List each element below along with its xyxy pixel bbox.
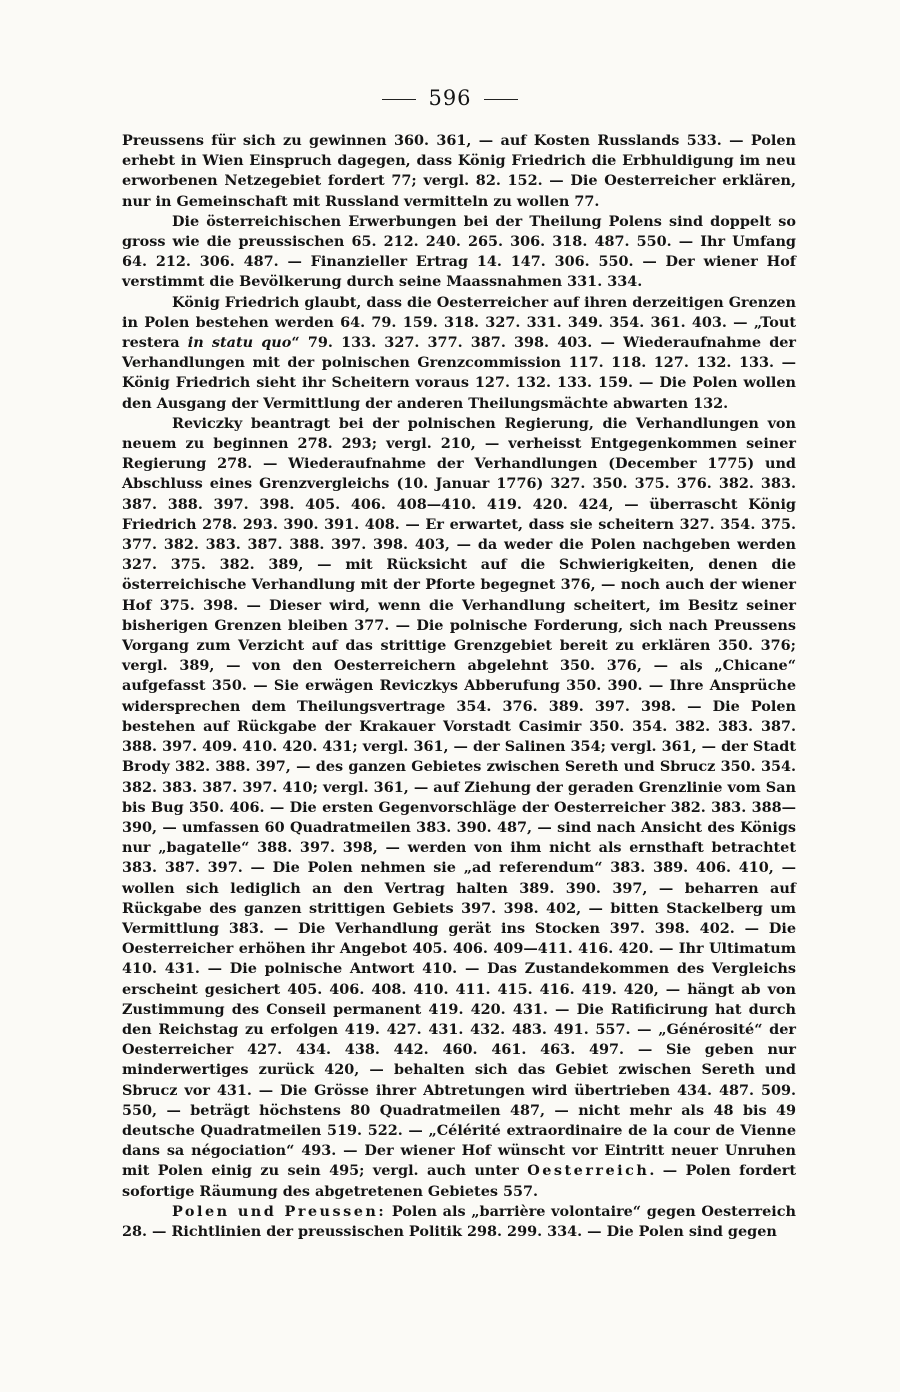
paragraph (122, 414, 796, 1202)
text-run: Die österreichischen Erwerbungen bei der Theilung Polens sind doppelt so gross wie die preussischen 65. 212. 240. 265. 306. 318. 487. 550. — Ihr Umfang 64. 212. 306. 487. — Finanzieller Ertrag 14. 147. 306. 550. — Der wiener Hof verstimmt die Bevölkerung durch seine Maassnahmen 331. 334. (122, 212, 796, 291)
text-run: Preussens für sich zu gewinnen 360. 361, — auf Kosten Russlands 533. — Polen erhebt in Wien Einspruch dagegen, dass König Friedrich die Erbhuldigung im neu erworbenen Netzegebiet fordert 77; vergl. 82. 152. — Die Oesterreicher erklären, nur in Gemeinschaft mit Russland vermitteln zu wollen 77. (122, 132, 796, 210)
paragraph (122, 131, 796, 212)
header-rule-left (382, 99, 416, 100)
italic-phrase: in statu quo (187, 334, 292, 352)
page-number: 596 (428, 86, 472, 110)
text-run: Reviczky beantragt bei der polnischen Regierung, die Verhandlungen von neuem zu beginnen 278. 293; vergl. 210, — verheisst Entgegenkommen seiner Regierung 278. — Wiederaufnahme der Verhandlungen (December 1775) und Abschluss eines Grenzvergleichs (10. Januar 1776) 327. 350. 375. 376. 382. 383. 387. 388. 397. 398. 405. 406. 408—410. 419. 420. 424, — überrascht König Friedrich 278. 293. 390. 391. 408. — Er erwartet, dass sie scheitern 327. 354. 375. 377. 382. 383. 387. 388. 397. 398. 403, — da weder die Polen nachgeben werden 327. 375. 382. 389, — mit Rücksicht auf die Schwierigkeiten, denen die österreichische Verhandlung mit der Pforte begegnet 376, — noch auch der wiener Hof 375. 398. — Dieser wird, wenn die Verhandlung scheitert, im Besitz seiner bisherigen Grenzen bleiben 377. — Die polnische Forderung, sich nach Preussens Vorgang zum Verzicht auf das strittige Grenzgebiet bereit zu erklären 350. 376; vergl. 389, — von den Oesterreichern abgelehnt 350. 376, — als „Chicane“ aufgefasst 350. — Sie erwägen Reviczkys Abberufung 350. 390. — Ihre Ansprüche widersprechen dem Theilungsvertrage 354. 376. 389. 397. 398. — Die Polen bestehen auf Rückgabe der Krakauer Vorstadt Casimir 350. 354. 382. 383. 387. 388. 397. 409. 410. 420. 431; vergl. 361, — der Salinen 354; vergl. 361, — der Stadt Brody 382. 388. 397, — des ganzen Gebietes zwischen Sereth und Sbrucz 350. 354. 382. 383. 387. 397. 410; vergl. 361, — auf Ziehung der geraden Grenzlinie vom San bis Bug 350. 406. — Die ersten Gegenvorschläge der Oesterreicher 382. 383. 388—390, — umfassen 60 Quadratmeilen 383. 390. 487, — sind nach Ansicht des Königs nur „bagatelle“ 388. 397. 398, — werden von ihm nicht als ernsthaft betrachtet 383. 387. 397. — Die Polen nehmen sie „ad referendum“ 383. 389. 406. 410, — wollen sich lediglich an den Vertrag halten 389. 390. 397, — beharren auf Rückgabe des ganzen strittigen Gebiets 397. 398. 402, — bitten Stackelberg um Vermittlung 383. — Die Verhandlung gerät ins Stocken 397. 398. 402. — Die Oesterreicher erhöhen ihr Angebot 405. 406. 409—411. 416. 420. — Ihr Ultimatum 410. 431. — Die polnische Antwort 410. — Das Zustandekommen des Vergleichs erscheint gesichert 405. 406. 408. 410. 411. 415. 416. 419. 420, — hängt ab von Zustimmung des Conseil permanent 419. 420. 431. — Die Ratificirung hat durch den Reichstag zu erfolgen 419. 427. 431. 432. 483. 491. 557. — „Générosité“ der Oesterreicher 427. 434. 438. 442. 460. 461. 463. 497. — Sie geben nur minderwertiges zurück 420, — behalten sich das Gebiet zwischen Sereth und Sbrucz vor 431. — Die Grösse ihrer Abtretungen wird übertrieben 434. 487. 509. 550, — beträgt höchstens 80 Quadratmeilen 487, — nicht mehr als 48 bis 49 deutsche Quadratmeilen 519. 522. — „Célérité extraordinaire de la cour de Vienne dans sa négociation“ 493. — Der wiener Hof wünscht vor Eintritt neuer Unruhen mit Polen einig zu sein 495; vergl. auch unter (122, 414, 796, 1180)
spaced-heading: Polen und Preussen: (172, 1202, 387, 1220)
spaced-heading: Oesterreich (527, 1162, 650, 1180)
page-header (0, 86, 900, 110)
index-text (122, 131, 796, 1242)
header-rule-right (484, 99, 518, 100)
paragraph (122, 212, 796, 293)
paragraph (122, 1202, 796, 1242)
text-run: König Friedrich glaubt, dass die Oesterreicher auf ihren derzeitigen Grenzen in Polen bestehen werden 64. 79. 159. 318. 327. 331. 349. 354. 361. 403. — „Tout restera (122, 293, 796, 352)
text-run: . — Polen fordert sofortige Räumung des abgetretenen Gebietes 557. (122, 1162, 796, 1200)
paragraph (122, 293, 796, 414)
text-run: Polen als „barrière volontaire“ gegen Oesterreich 28. — Richtlinien der preussischen Politik 298. 299. 334. — Die Polen sind gegen (122, 1202, 796, 1240)
text-run: “ 79. 133. 327. 377. 387. 398. 403. — Wiederaufnahme der Verhandlungen mit der polnischen Grenzcommission 117. 118. 127. 132. 133. — König Friedrich sieht ihr Scheitern voraus 127. 132. 133. 159. — Die Polen wollen den Ausgang der Vermittlung der anderen Theilungsmächte abwarten 132. (122, 334, 797, 412)
